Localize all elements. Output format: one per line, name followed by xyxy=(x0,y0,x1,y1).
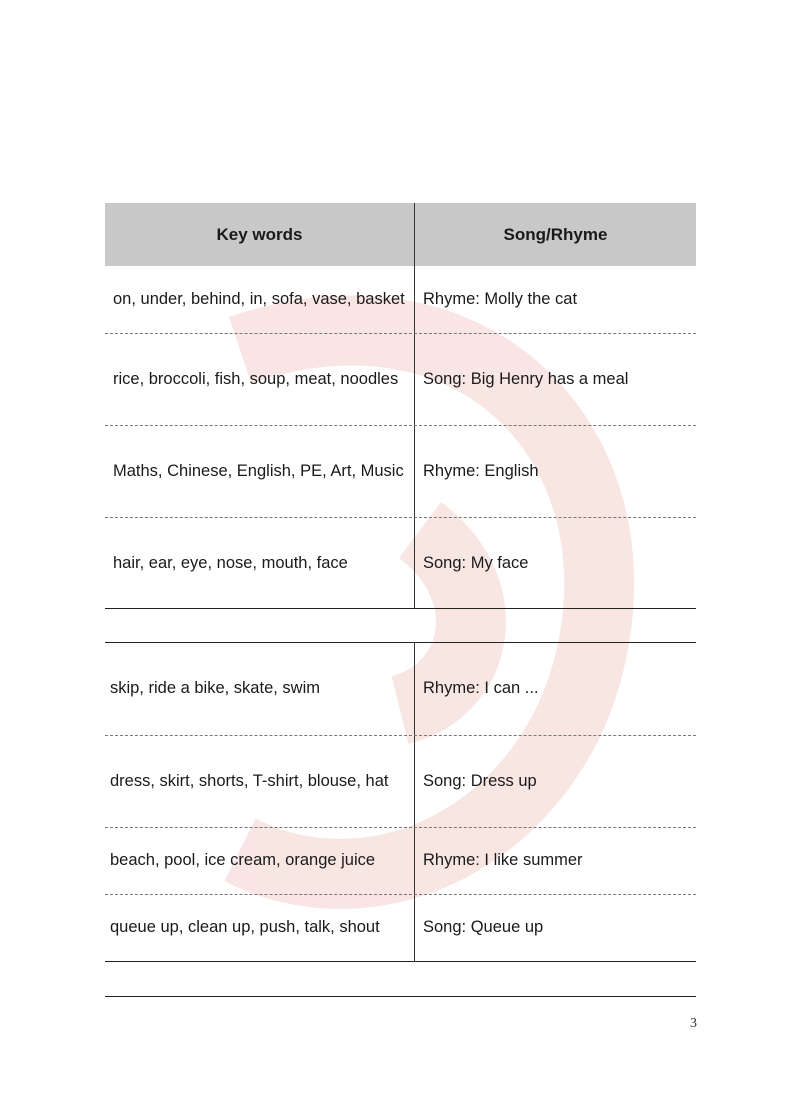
table-row xyxy=(105,425,696,517)
table-row xyxy=(105,266,696,333)
song-rhyme-cell: Rhyme: I like summer xyxy=(423,851,583,869)
song-rhyme-cell: Song: Dress up xyxy=(423,771,537,790)
song-rhyme-cell: Song: Queue up xyxy=(423,918,544,936)
key-words-table-section-2 xyxy=(105,642,696,962)
key-words-cell: skip, ride a bike, skate, swim xyxy=(110,679,320,697)
song-rhyme-cell: Rhyme: English xyxy=(423,461,539,480)
table-row xyxy=(105,333,696,425)
header-song-rhyme: Song/Rhyme xyxy=(503,224,608,244)
key-words-cell: rice, broccoli, fish, soup, meat, noodles xyxy=(113,369,399,388)
table-row xyxy=(105,642,696,735)
table-header xyxy=(105,203,696,266)
key-words-cell: on, under, behind, in, sofa, vase, basket xyxy=(113,290,405,308)
song-rhyme-cell: Song: Big Henry has a meal xyxy=(423,369,629,388)
key-words-cell: dress, skirt, shorts, T-shirt, blouse, hat xyxy=(110,771,389,790)
section-end-line xyxy=(105,608,696,609)
bottom-rule xyxy=(105,996,696,997)
key-words-cell: Maths, Chinese, English, PE, Art, Music xyxy=(113,461,404,480)
section-end-line xyxy=(105,961,696,962)
header-key-words: Key words xyxy=(216,224,303,244)
key-words-cell: beach, pool, ice cream, orange juice xyxy=(110,851,376,869)
table-row xyxy=(105,827,696,894)
table-row xyxy=(105,735,696,827)
key-words-table-section-1 xyxy=(105,203,696,609)
key-words-cell: hair, ear, eye, nose, mouth, face xyxy=(113,553,348,572)
song-rhyme-cell: Rhyme: Molly the cat xyxy=(423,290,578,308)
key-words-cell: queue up, clean up, push, talk, shout xyxy=(110,918,380,936)
table-row xyxy=(105,894,696,961)
song-rhyme-cell: Song: My face xyxy=(423,553,529,572)
table-row xyxy=(105,517,696,609)
song-rhyme-cell: Rhyme: I can ... xyxy=(423,679,539,697)
page-number: 3 xyxy=(690,1016,697,1031)
